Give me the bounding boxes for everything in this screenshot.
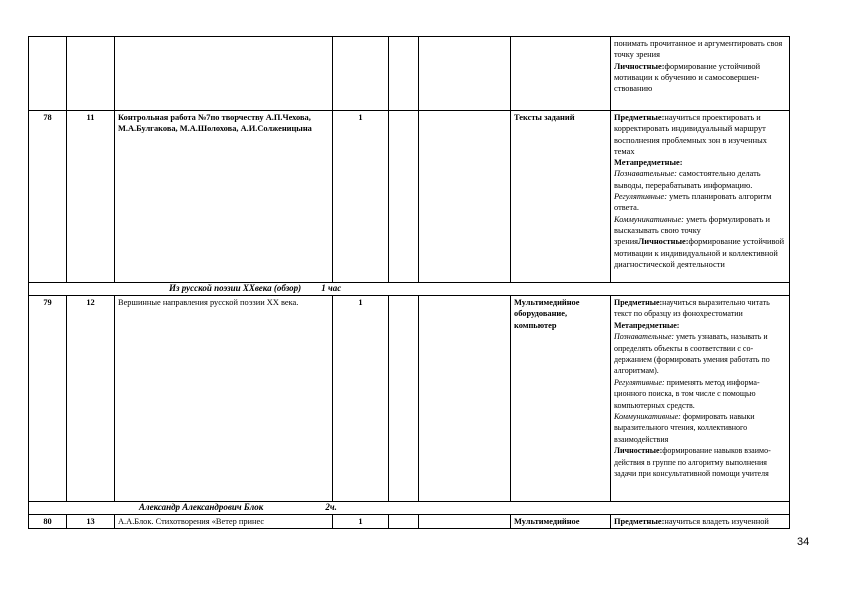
cognitive-text: самостоятельно делать выводы, перерабатывать информацию. — [614, 169, 761, 190]
cell-lesson: 13 — [67, 515, 115, 529]
cell-results — [611, 37, 790, 111]
personal-label: Личностные: — [638, 237, 689, 247]
cell-date-plan — [389, 296, 419, 502]
regulative-label: Регулятивные: — [614, 377, 665, 387]
cell-topic — [115, 37, 333, 111]
section-heading — [29, 502, 790, 515]
personal-label: Личностные: — [614, 446, 663, 456]
table-row-78 — [29, 111, 790, 283]
cell-lesson: 12 — [67, 296, 115, 502]
cell-equipment: Мультимедийное — [511, 515, 611, 529]
section-row-poetry — [29, 283, 790, 296]
cell-lesson: 11 — [67, 111, 115, 283]
subject-label: Предметные: — [614, 113, 665, 122]
cell-num: 79 — [29, 296, 67, 502]
communicative-text: уметь формулировать и высказывать свою точку зрения — [614, 214, 770, 247]
cell-hours: 1 — [333, 296, 389, 502]
personal-text: формирование устойчивой мотивации к обучению и самосовершен-ствованию — [614, 61, 761, 94]
cell-equipment: Мультимедийное оборудование, компьютер — [511, 296, 611, 502]
cognitive-label: Познавательные: — [614, 169, 677, 179]
cell-lesson — [67, 37, 115, 111]
table-row-79 — [29, 296, 790, 502]
section-row-blok — [29, 502, 790, 515]
communicative-label: Коммуникативные: — [614, 214, 684, 224]
communicative-label: Коммуникативные: — [614, 412, 681, 422]
cell-topic: А.А.Блок. Стихотворения «Ветер принес — [115, 515, 333, 529]
table-row-carry-over — [29, 37, 790, 111]
cell-num: 80 — [29, 515, 67, 529]
cell-hours: 1 — [333, 111, 389, 283]
cell-results — [611, 111, 790, 283]
section-hours: 1 час — [321, 283, 342, 293]
cell-date-plan — [389, 37, 419, 111]
cell-topic: Контрольная работа №7по творчеству А.П.Чехова, М.А.Булгакова, М.А.Шолохова, А.И.Солженицына — [115, 111, 333, 283]
meta-label: Метапредметные: — [614, 320, 680, 330]
table-row-80 — [29, 515, 790, 529]
cell-equipment — [511, 37, 611, 111]
lesson-plan-table — [28, 36, 790, 529]
page-number: 34 — [797, 536, 810, 548]
cognitive-text: уметь узнавать, называть и определять объекты в соответствии с со-держанием (формировать умения работать по алгоритмам). — [614, 332, 770, 376]
cell-results — [611, 515, 790, 529]
cell-hours — [333, 37, 389, 111]
subject-label: Предметные: — [614, 298, 663, 307]
section-title: Александр Александрович Блок — [139, 502, 264, 512]
cell-results — [611, 296, 790, 502]
cell-date-plan — [389, 515, 419, 529]
regulative-text: уметь планировать алгоритм ответа. — [614, 192, 772, 213]
cell-topic: Вершинные направления русской поэзии XX века. — [115, 296, 333, 502]
personal-text: формирование устойчивой мотивации к индивидуальной и коллективной диагностической деятельности — [614, 237, 785, 269]
regulative-text: применять метод информа-ционного поиска, в том числе с помощью компьютерных средств. — [614, 377, 760, 410]
cell-equipment: Тексты заданий — [511, 111, 611, 283]
meta-label: Метапредметные: — [614, 158, 683, 168]
regulative-label: Регулятивные: — [614, 192, 668, 202]
cell-date-fact — [419, 37, 511, 111]
cell-num — [29, 37, 67, 111]
subject-label: Предметные: — [614, 517, 665, 526]
cell-date-fact — [419, 111, 511, 283]
cell-date-fact — [419, 515, 511, 529]
section-hours: 2ч. — [325, 502, 337, 512]
cell-hours: 1 — [333, 515, 389, 529]
cell-date-fact — [419, 296, 511, 502]
subject-text: научиться выразительно читать текст по образцу из фонохрестоматии — [614, 298, 770, 319]
section-heading — [29, 283, 790, 296]
section-title: Из русской поэзии XXвека (обзор) — [169, 283, 302, 293]
subject-text: научиться проектировать и корректировать индивидуальный маршрут восполнения проблемных зон в изученных темах — [614, 113, 767, 156]
personal-label: Личностные: — [614, 61, 665, 71]
personal-text: формирование навыков взаимо-действия в группе по алгоритму выполнения задачи при консультативной помощи учителя — [614, 446, 771, 479]
cognitive-label: Познавательные: — [614, 332, 675, 342]
results-text: понимать прочитанное и аргументировать своя точку зрения — [614, 39, 783, 60]
subject-text: научиться владеть изученной — [664, 517, 769, 526]
communicative-text: формировать навыки выразительного чтения, коллективного взаимодействия — [614, 412, 755, 444]
cell-num: 78 — [29, 111, 67, 283]
cell-date-plan — [389, 111, 419, 283]
